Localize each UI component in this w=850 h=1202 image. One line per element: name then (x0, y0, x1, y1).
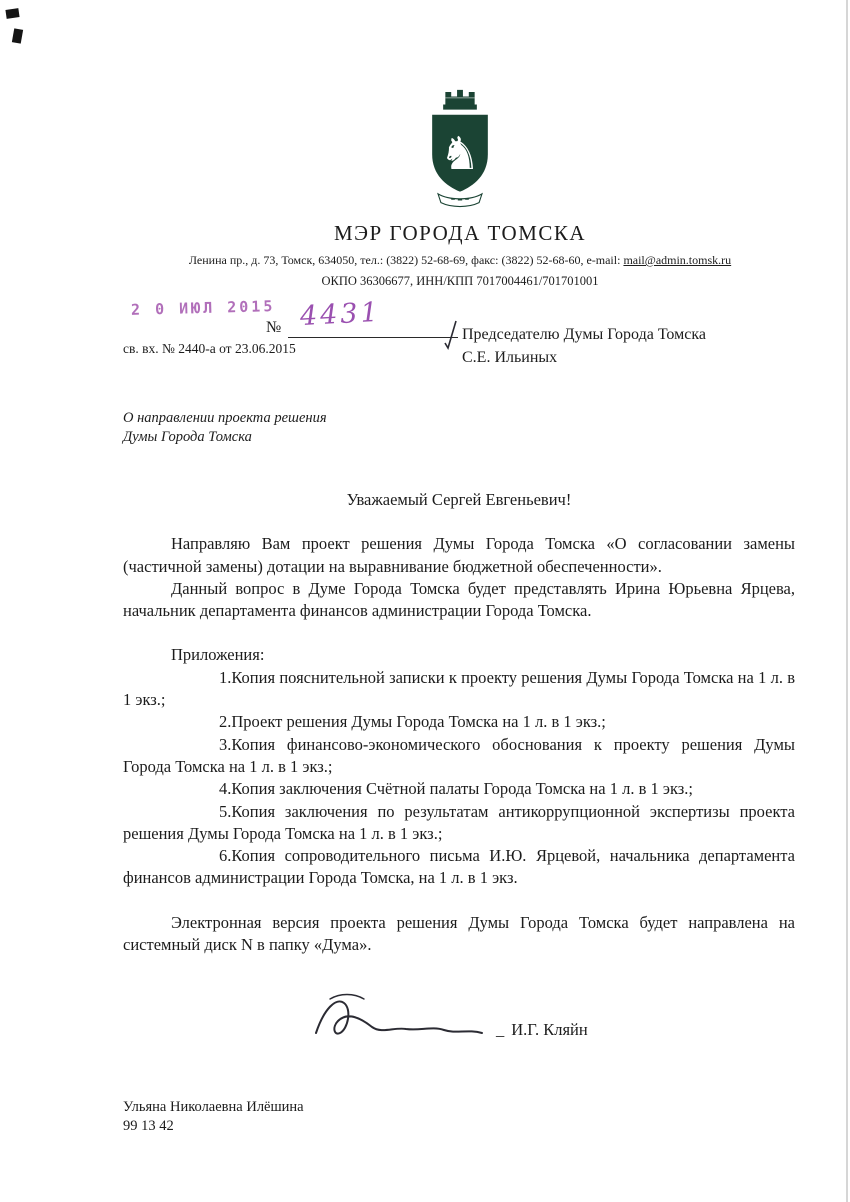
org-name: МЭР ГОРОДА ТОМСКА (333, 221, 587, 245)
letterhead (70, 0, 850, 289)
scan-artifact (5, 8, 19, 19)
org-address (70, 253, 850, 268)
banner-ribbon (438, 194, 482, 207)
recipient-title: Председателю Думы Города Томска (462, 326, 706, 343)
scan-edge-shadow (846, 0, 848, 1202)
reference-block (0, 297, 850, 393)
attachment-text: Копия заключения Счётной палаты Города Томска на 1 л. в 1 экз.; (231, 779, 693, 799)
shield-icon (432, 115, 488, 192)
attachment-number: 4. (219, 779, 232, 799)
signature-scribble (310, 989, 490, 1054)
body-paragraph: Данный вопрос в Думе Города Томска будет представлять Ирина Юрьевна Ярцева, начальник департамента финансов администрации Города Томска. (123, 578, 795, 621)
recipient-name: С.Е. Ильиных (462, 349, 558, 366)
address-text: Ленина пр., д. 73, Томск, 634050, тел.: (3822) 52-68-69, факс: (3822) 52-68-60, e-mail: (188, 253, 624, 267)
attachment-text: Копия пояснительной записки к проекту решения Думы Города Томска на 1 л. в 1 экз.; (123, 667, 795, 710)
attachment-text: Копия заключения по результатам антикоррупционной экспертизы проекта решения Думы Города Томска на 1 л. в 1 экз.; (123, 801, 795, 843)
signer-name: И.Г. Кляйн (511, 1020, 588, 1040)
org-email: mail@admin.tomsk.ru (623, 253, 732, 267)
attachment-number: 1. (219, 667, 232, 687)
attachment-item (123, 778, 795, 800)
attachment-number: 3. (219, 734, 232, 754)
recipient-block (462, 323, 706, 369)
attachment-text: Копия финансово-экономического обоснования к проекту решения Думы Города Томска на 1 л. в 1 экз.; (123, 734, 795, 776)
signature-line: _ (496, 1020, 506, 1040)
attachment-text: Проект решения Думы Города Томска на 1 л. в 1 экз.; (231, 712, 606, 732)
executor-name: Ульяна Николаевна Илёшина (123, 1099, 304, 1115)
salutation: Уважаемый Сергей Евгеньевич! (346, 490, 572, 509)
signature-block (310, 986, 850, 1048)
attachment-item (123, 667, 795, 712)
date-stamp: 2 0 ИЮЛ 2015 (130, 297, 276, 319)
number-label: № (266, 319, 282, 336)
closing-paragraph: Электронная версия проекта решения Думы Города Томска будет направлена на системный диск N в папку «Дума». (123, 912, 795, 955)
incoming-reference: св. вх. № 2440-а от 23.06.2015 (123, 341, 296, 356)
subject-line1: О направлении проекта решения (123, 410, 327, 426)
letter-body (123, 489, 795, 956)
attachment-number: 6. (219, 846, 232, 866)
horse-icon: ♞ (439, 126, 481, 180)
handwritten-number: 4431 (299, 296, 382, 333)
executor-phone: 99 13 42 (123, 1118, 174, 1134)
scan-artifact (12, 28, 23, 43)
number-underline (288, 337, 458, 338)
body-paragraph: Направляю Вам проект решения Думы Города Томска «О согласовании замены (частичной замены) дотации на выравнивание бюджетной обеспеченности». (123, 534, 795, 576)
crown-icon (443, 90, 477, 110)
attachment-number: 5. (219, 801, 232, 821)
org-codes: ОКПО 36306677, ИНН/КПП 7017004461/701701001 (321, 274, 599, 288)
tomsk-coat-of-arms (408, 84, 512, 210)
attachment-number: 2. (219, 712, 232, 732)
subject-block (123, 409, 850, 447)
subject-line2: Думы Города Томска (123, 429, 252, 445)
executor-block (123, 1098, 304, 1136)
attachments-label: Приложения: (171, 645, 265, 665)
attachment-text: Копия сопроводительного письма И.Ю. Ярцевой, начальника департамента финансов администрации Города Томска, на 1 л. в 1 экз. (123, 846, 795, 888)
attachment-item (123, 734, 795, 779)
attachment-item (123, 801, 795, 846)
attachment-item (123, 711, 795, 733)
handwritten-checkmark (444, 319, 458, 356)
attachment-item (123, 845, 795, 890)
